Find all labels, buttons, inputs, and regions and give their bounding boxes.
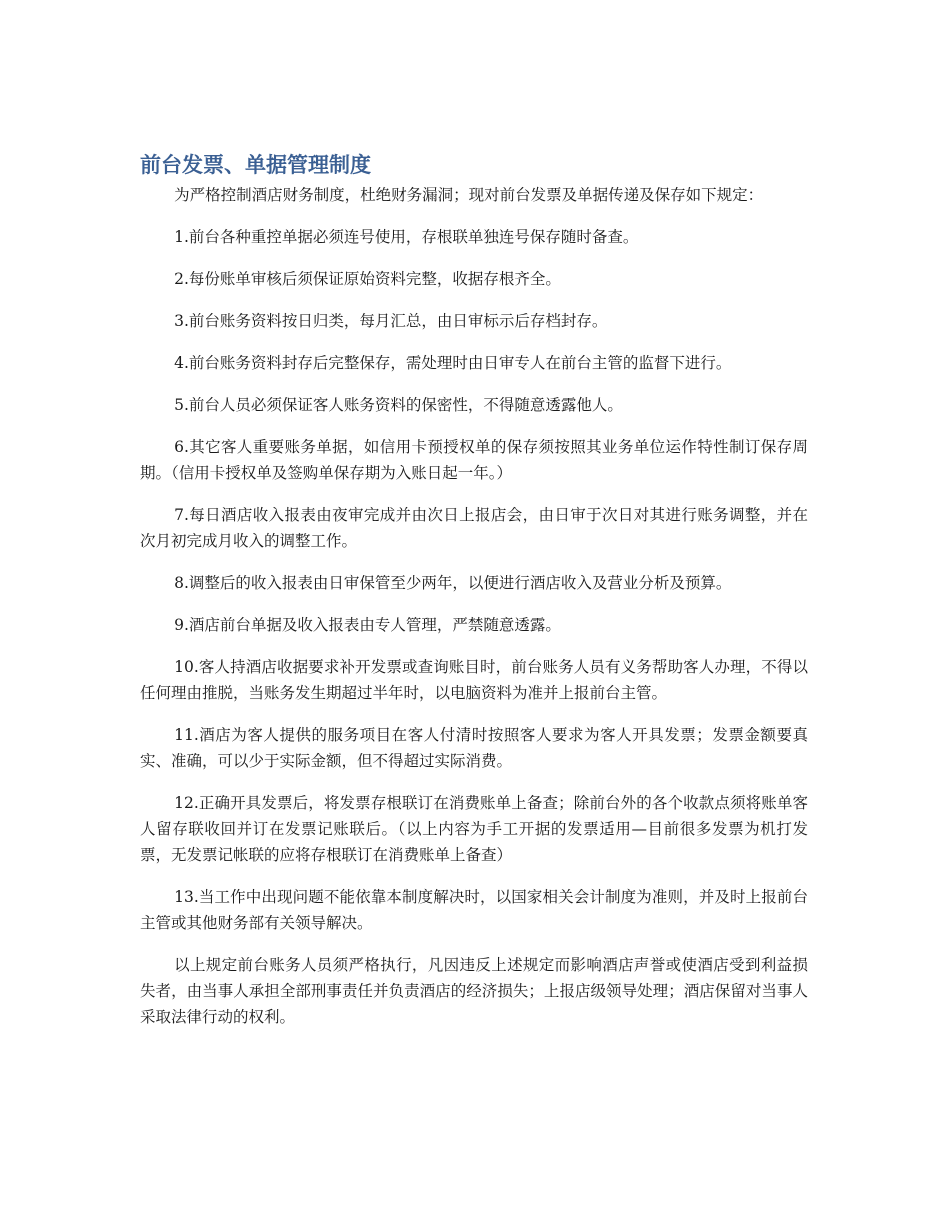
document-page (140, 148, 808, 1030)
intro-paragraph: 为严格控制酒店财务制度，杜绝财务漏洞；现对前台发票及单据传递及保存如下规定： (174, 186, 764, 204)
rule-item-3: 3.前台账务资料按日归类，每月汇总，由日审标示后存档封存。 (174, 312, 608, 330)
rule-item-2: 2.每份账单审核后须保证原始资料完整，收据存根齐全。 (174, 270, 561, 288)
rule-item-1: 1.前台各种重控单据必须连号使用，存根联单独连号保存随时备查。 (174, 228, 639, 246)
rule-item-4: 4.前台账务资料封存后完整保存，需处理时由日审专人在前台主管的监督下进行。 (174, 354, 732, 372)
rule-item-8: 8.调整后的收入报表由日审保管至少两年，以便进行酒店收入及营业分析及预算。 (174, 574, 732, 592)
rule-item-6: 6.其它客人重要账务单据，如信用卡预授权单的保存须按照其业务单位运作特性制订保存周期。（信用卡授权单及签购单保存期为入账日起一年。） (140, 438, 808, 482)
rule-item-7: 7.每日酒店收入报表由夜审完成并由次日上报店会，由日审于次日对其进行账务调整，并在次月初完成月收入的调整工作。 (140, 506, 808, 550)
rule-item-9: 9.酒店前台单据及收入报表由专人管理，严禁随意透露。 (174, 616, 561, 634)
closing-paragraph: 以上规定前台账务人员须严格执行，凡因违反上述规定而影响酒店声誉或使酒店受到利益损失者，由当事人承担全部刑事责任并负责酒店的经济损失；上报店级领导处理；酒店保留对当事人采取法律行动的权利。 (140, 956, 808, 1026)
rule-item-12: 12.正确开具发票后，将发票存根联订在消费账单上备查；除前台外的各个收款点须将账单客人留存联收回并订在发票记账联后。（以上内容为手工开据的发票适用—目前很多发票为机打发票，无发票记帐联的应将存根联订在消费账单上备查） (140, 794, 808, 864)
page-title: 前台发票、单据管理制度 (140, 153, 371, 177)
rule-item-5: 5.前台人员必须保证客人账务资料的保密性，不得随意透露他人。 (174, 396, 623, 414)
rule-item-10: 10.客人持酒店收据要求补开发票或查询账目时，前台账务人员有义务帮助客人办理，不得以任何理由推脱，当账务发生期超过半年时，以电脑资料为准并上报前台主管。 (140, 658, 808, 702)
rule-item-13: 13.当工作中出现问题不能依靠本制度解决时，以国家相关会计制度为准则，并及时上报前台主管或其他财务部有关领导解决。 (140, 888, 808, 932)
rule-item-11: 11.酒店为客人提供的服务项目在客人付清时按照客人要求为客人开具发票；发票金额要真实、准确，可以少于实际金额，但不得超过实际消费。 (140, 726, 808, 770)
